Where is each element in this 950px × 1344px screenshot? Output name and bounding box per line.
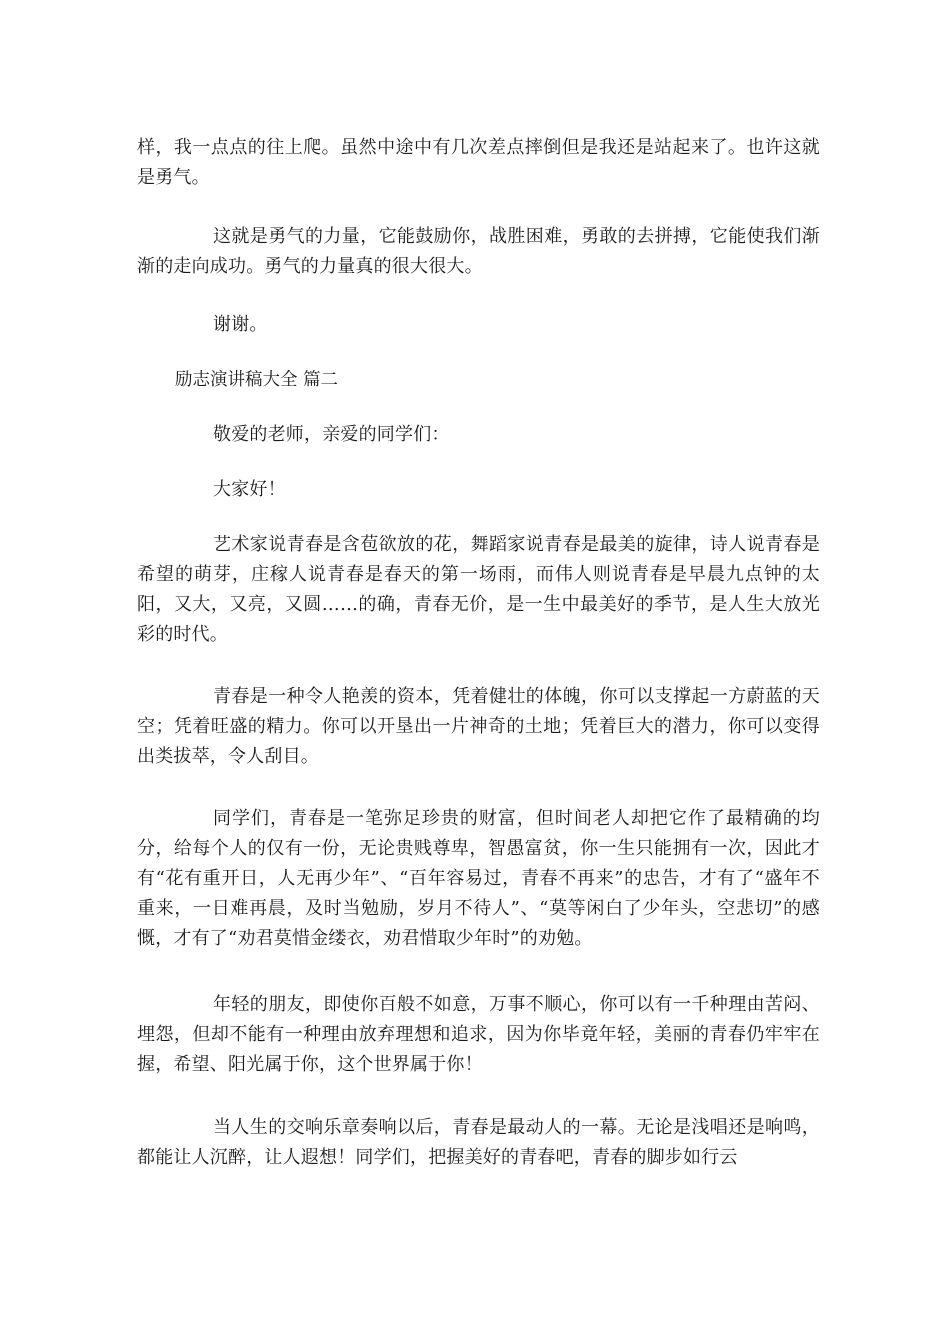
paragraph-life-symphony: 当人生的交响乐章奏响以后，青春是最动人的一幕。无论是浅唱还是响鸣，都能让人沉醉，让人遐想！同学们，把握美好的青春吧，青春的脚步如行云	[137, 1117, 820, 1168]
paragraph-greeting: 大家好！	[213, 479, 286, 500]
paragraph-youth-capital: 青春是一种令人艳羡的资本，凭着健壮的体魄，你可以支撑起一方蔚蓝的天空；凭着旺盛的精力。你可以开垦出一片神奇的土地；凭着巨大的潜力，你可以变得出类拔萃，令人刮目。	[137, 686, 820, 767]
paragraph-courage-power: 这就是勇气的力量，它能鼓励你，战胜困难，勇敢的去拼搏，它能使我们渐渐的走向成功。勇气的力量真的很大很大。	[137, 226, 820, 277]
paragraph-thanks: 谢谢。	[213, 314, 268, 335]
paragraph-youth-metaphors: 艺术家说青春是含苞欲放的花，舞蹈家说青春是最美的旋律，诗人说青春是希望的萌芽，庄稼人说青春是春天的第一场雨，而伟人则说青春是早晨九点钟的太阳，又大，又亮，又圆……的确，青春无价，是一生中最美好的季节，是人生大放光彩的时代。	[137, 534, 820, 645]
paragraph-youth-wealth: 同学们，青春是一笔弥足珍贵的财富，但时间老人却把它作了最精确的均分，给每个人的仅有一份，无论贵贱尊卑，智愚富贫，你一生只能拥有一次，因此才有“花有重开日，人无再少年”、“百年容易过，青春不再来”的忠告，才有了“盛年不重来，一日难再晨，及时当勉励，岁月不待人”、“莫等闲白了少年头，空悲切”的感慨，才有了“劝君莫惜金缕衣，劝君惜取少年时”的劝勉。	[137, 808, 820, 949]
paragraph-salutation: 敬爱的老师，亲爱的同学们：	[213, 424, 450, 445]
paragraph-continuation: 样，我一点点的往上爬。虽然中途中有几次差点摔倒但是我还是站起来了。也许这就是勇气。	[137, 137, 820, 188]
section-heading: 励志演讲稿大全 篇二	[175, 370, 339, 390]
paragraph-young-friends: 年轻的朋友，即使你百般不如意，万事不顺心，你可以有一千种理由苦闷、埋怨，但却不能有一种理由放弃理想和追求，因为你毕竟年轻，美丽的青春仍牢牢在握，希望、阳光属于你，这个世界属于你！	[137, 994, 820, 1075]
